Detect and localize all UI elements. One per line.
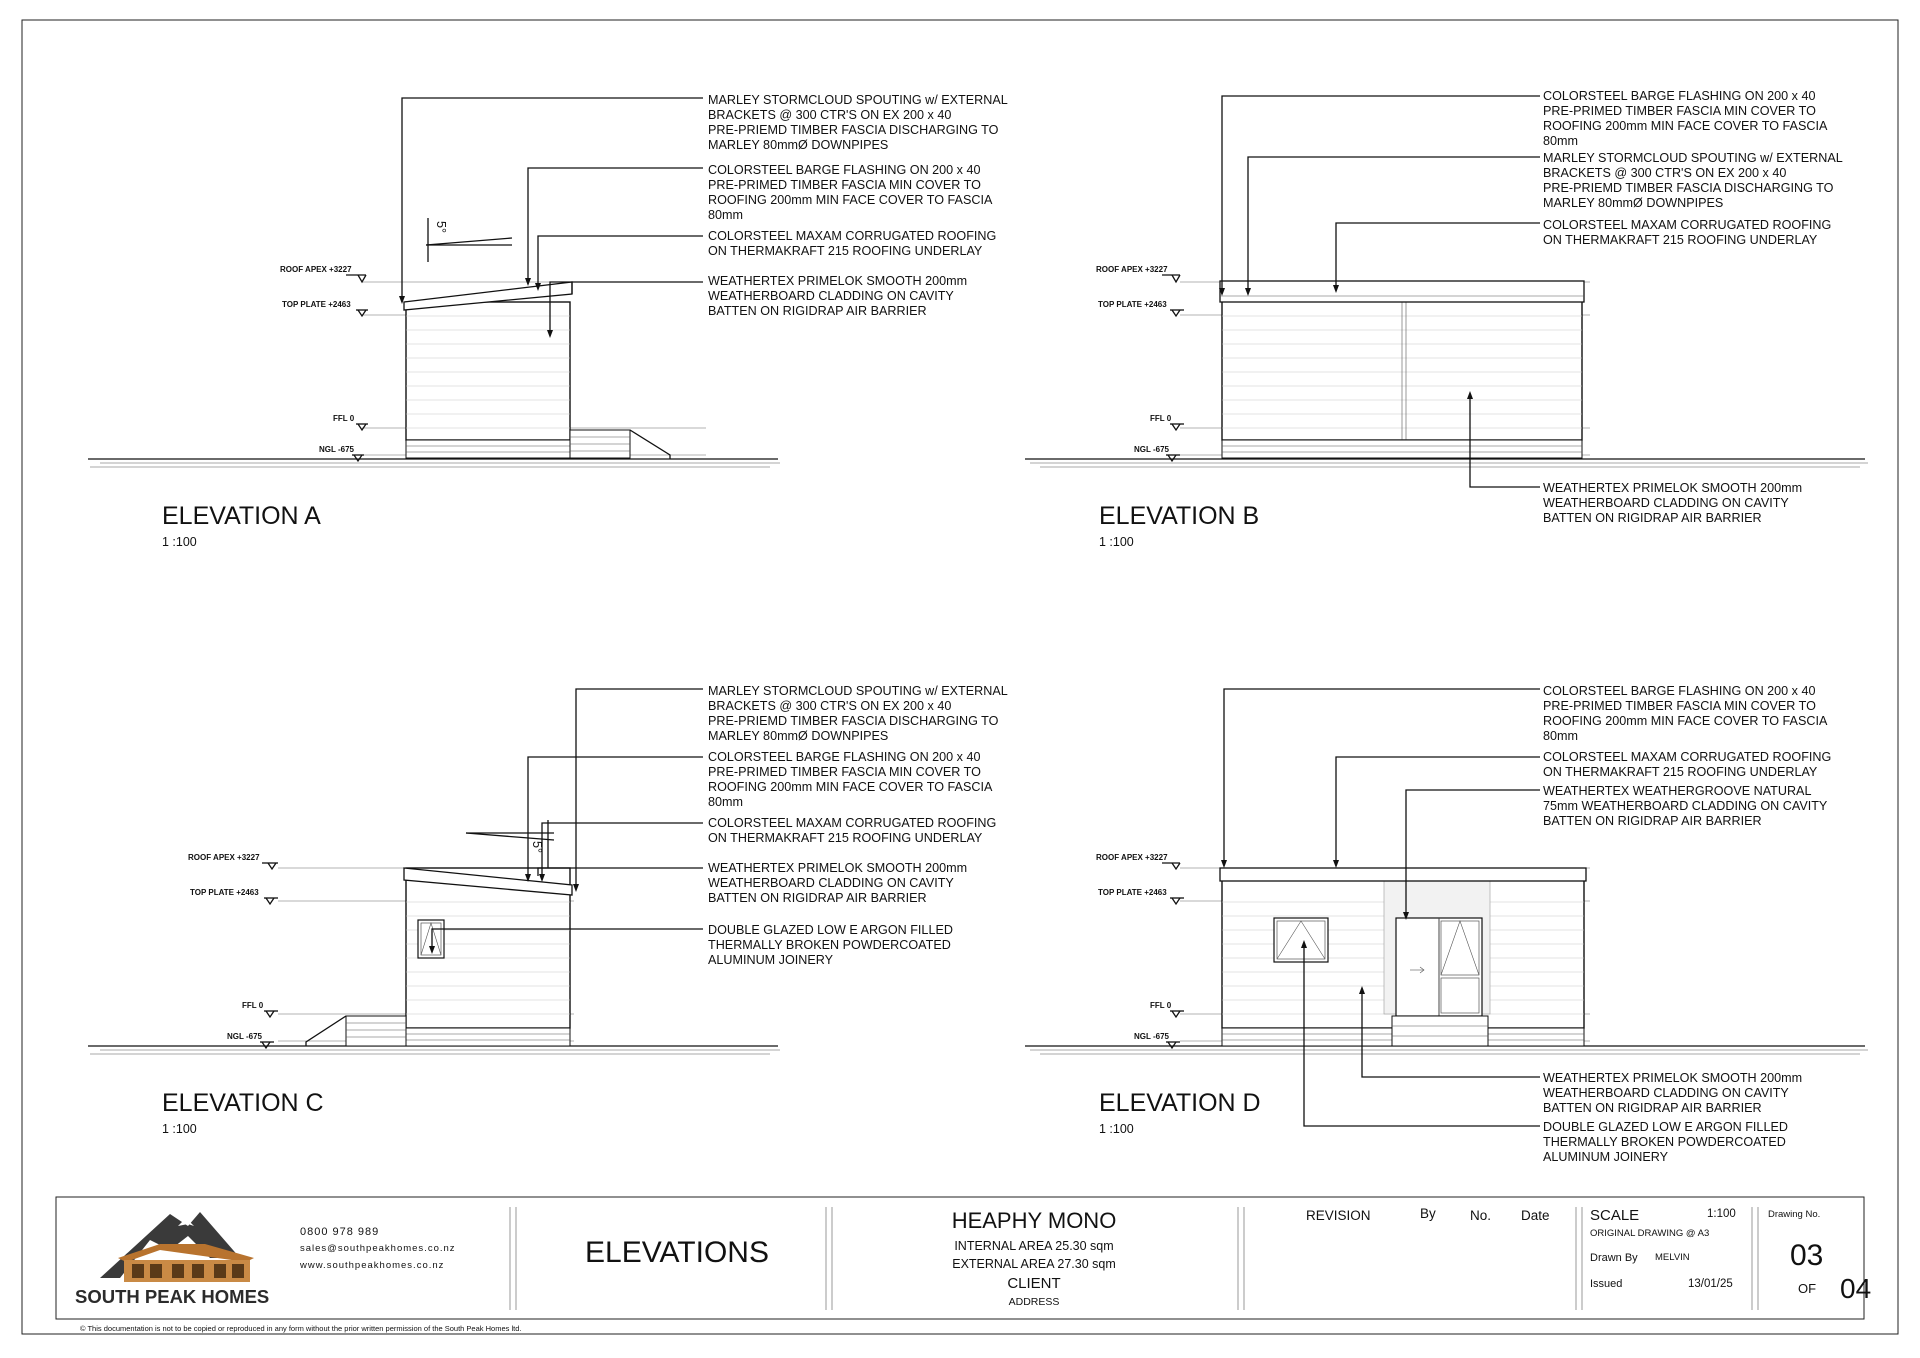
level-marker-top-plate <box>1098 300 1184 316</box>
svg-text:COLORSTEEL MAXAM CORRUGATED RO: COLORSTEEL MAXAM CORRUGATED ROOFING <box>708 229 997 243</box>
svg-text:80mm: 80mm <box>708 208 743 222</box>
svg-text:BATTEN ON RIGIDRAP AIR BARRIER: BATTEN ON RIGIDRAP AIR BARRIER <box>1543 1101 1762 1115</box>
svg-text:ROOF APEX +3227: ROOF APEX +3227 <box>188 853 260 862</box>
ground-line <box>88 459 780 467</box>
svg-text:TOP PLATE +2463: TOP PLATE +2463 <box>190 888 259 897</box>
svg-text:FFL 0: FFL 0 <box>1150 414 1172 423</box>
svg-text:BRACKETS @ 300 CTR'S ON EX 200: BRACKETS @ 300 CTR'S ON EX 200 x 40 <box>708 699 952 713</box>
svg-text:WEATHERBOARD CLADDING ON CAVIT: WEATHERBOARD CLADDING ON CAVITY <box>1543 496 1789 510</box>
svg-text:PRE-PRIMED TIMBER FASCIA MIN C: PRE-PRIMED TIMBER FASCIA MIN COVER TO <box>1543 699 1816 713</box>
window-d <box>1274 918 1328 962</box>
elevation-d-scale: 1 :100 <box>1099 1122 1134 1136</box>
level-marker-ffl <box>1150 1001 1184 1017</box>
entry-steps <box>306 1016 406 1046</box>
roof-pitch-indicator <box>426 218 512 262</box>
drawing-no-label: Drawing No. <box>1768 1209 1821 1220</box>
svg-text:WEATHERBOARD CLADDING ON CAVIT: WEATHERBOARD CLADDING ON CAVITY <box>1543 1086 1789 1100</box>
svg-text:BATTEN ON RIGIDRAP AIR BARRIER: BATTEN ON RIGIDRAP AIR BARRIER <box>1543 511 1762 525</box>
ground-line <box>1025 1046 1868 1054</box>
svg-text:COLORSTEEL MAXAM CORRUGATED RO: COLORSTEEL MAXAM CORRUGATED ROOFING <box>1543 750 1832 764</box>
company-website: www.southpeakhomes.co.nz <box>300 1260 445 1271</box>
svg-text:MARLEY STORMCLOUD SPOUTING w/: MARLEY STORMCLOUD SPOUTING w/ EXTERNAL <box>1543 151 1843 165</box>
svg-text:ROOF APEX +3227: ROOF APEX +3227 <box>280 265 352 274</box>
date-label: Date <box>1521 1208 1550 1223</box>
svg-text:FFL 0: FFL 0 <box>1150 1001 1172 1010</box>
level-marker-roof-apex <box>188 853 278 869</box>
building-a <box>404 282 670 459</box>
svg-text:ROOFING 200mm MIN FACE COVER T: ROOFING 200mm MIN FACE COVER TO FASCIA <box>708 780 993 794</box>
svg-text:WEATHERTEX PRIMELOK SMOOTH 200: WEATHERTEX PRIMELOK SMOOTH 200mm <box>1543 481 1803 495</box>
svg-text:ROOF APEX +3227: ROOF APEX +3227 <box>1096 265 1168 274</box>
drawing-number: 03 <box>1790 1239 1824 1272</box>
svg-text:WEATHERTEX PRIMELOK SMOOTH 200: WEATHERTEX PRIMELOK SMOOTH 200mm <box>708 274 968 288</box>
svg-text:PRE-PRIMED TIMBER FASCIA MIN C: PRE-PRIMED TIMBER FASCIA MIN COVER TO <box>1543 104 1816 118</box>
sheet-title: ELEVATIONS <box>585 1236 769 1269</box>
svg-text:MARLEY STORMCLOUD SPOUTING w/: MARLEY STORMCLOUD SPOUTING w/ EXTERNAL <box>708 684 1008 698</box>
company-email: sales@southpeakhomes.co.nz <box>300 1243 456 1254</box>
roof-pitch-indicator <box>466 820 554 868</box>
svg-text:ALUMINUM JOINERY: ALUMINUM JOINERY <box>1543 1150 1669 1164</box>
svg-text:ROOF APEX +3227: ROOF APEX +3227 <box>1096 853 1168 862</box>
scale-label: SCALE <box>1590 1207 1640 1224</box>
issued-date: 13/01/25 <box>1688 1278 1733 1290</box>
elevation-a-title: ELEVATION A <box>162 502 321 530</box>
entry-steps <box>1392 1016 1488 1046</box>
svg-text:THERMALLY BROKEN POWDERCOATED: THERMALLY BROKEN POWDERCOATED <box>1543 1135 1786 1149</box>
svg-text:75mm WEATHERBOARD CLADDING ON: 75mm WEATHERBOARD CLADDING ON CAVITY <box>1543 799 1828 813</box>
total-sheets: 04 <box>1840 1273 1872 1304</box>
svg-text:NGL -675: NGL -675 <box>319 445 354 454</box>
svg-text:WEATHERBOARD CLADDING ON CAVIT: WEATHERBOARD CLADDING ON CAVITY <box>708 876 954 890</box>
elevation-b-scale: 1 :100 <box>1099 535 1134 549</box>
by-label: By <box>1420 1206 1436 1221</box>
svg-text:NGL -675: NGL -675 <box>227 1032 262 1041</box>
svg-text:80mm: 80mm <box>1543 729 1578 743</box>
svg-text:TOP PLATE +2463: TOP PLATE +2463 <box>1098 888 1167 897</box>
svg-text:ON THERMAKRAFT 215 ROOFING UND: ON THERMAKRAFT 215 ROOFING UNDERLAY <box>1543 233 1818 247</box>
elevation-a <box>88 93 1008 549</box>
svg-text:WEATHERTEX PRIMELOK SMOOTH 200: WEATHERTEX PRIMELOK SMOOTH 200mm <box>1543 1071 1803 1085</box>
elevation-b <box>1025 89 1868 549</box>
svg-text:BRACKETS @ 300 CTR'S ON EX 200: BRACKETS @ 300 CTR'S ON EX 200 x 40 <box>1543 166 1787 180</box>
svg-text:ROOFING 200mm MIN FACE COVER T: ROOFING 200mm MIN FACE COVER TO FASCIA <box>1543 714 1828 728</box>
svg-text:ON THERMAKRAFT 215 ROOFING UND: ON THERMAKRAFT 215 ROOFING UNDERLAY <box>708 244 983 258</box>
svg-text:COLORSTEEL MAXAM CORRUGATED RO: COLORSTEEL MAXAM CORRUGATED ROOFING <box>708 816 997 830</box>
notes-d <box>1543 684 1831 1164</box>
address-label: ADDRESS <box>1008 1296 1060 1308</box>
svg-text:5°: 5° <box>530 841 544 854</box>
svg-text:PRE-PRIMED TIMBER FASCIA MIN C: PRE-PRIMED TIMBER FASCIA MIN COVER TO <box>708 178 981 192</box>
drawn-by-value: MELVIN <box>1655 1252 1690 1263</box>
svg-text:BATTEN ON RIGIDRAP AIR BARRIER: BATTEN ON RIGIDRAP AIR BARRIER <box>1543 814 1762 828</box>
company-phone: 0800 978 989 <box>300 1226 380 1238</box>
svg-text:NGL -675: NGL -675 <box>1134 445 1169 454</box>
svg-text:DOUBLE GLAZED LOW E ARGON FILL: DOUBLE GLAZED LOW E ARGON FILLED <box>1543 1120 1788 1134</box>
copyright-notice: © This documentation is not to be copied or reproduced in any form without the prior written permission of the South Peak Homes ltd. <box>80 1324 522 1333</box>
svg-text:PRE-PRIEMD TIMBER FASCIA DISCH: PRE-PRIEMD TIMBER FASCIA DISCHARGING TO <box>708 714 999 728</box>
elevation-d-title: ELEVATION D <box>1099 1089 1261 1117</box>
svg-text:WEATHERTEX WEATHERGROOVE NATUR: WEATHERTEX WEATHERGROOVE NATURAL <box>1543 784 1812 798</box>
building-d <box>1220 868 1586 1046</box>
svg-text:80mm: 80mm <box>1543 134 1578 148</box>
level-marker-ffl <box>1150 414 1184 430</box>
door-d <box>1396 918 1482 1016</box>
title-block <box>56 1197 1871 1319</box>
level-marker-roof-apex <box>280 265 366 282</box>
ground-line <box>1025 459 1868 467</box>
window-c <box>418 920 444 958</box>
ground-line <box>88 1046 780 1054</box>
svg-text:ROOFING 200mm MIN FACE COVER T: ROOFING 200mm MIN FACE COVER TO FASCIA <box>708 193 993 207</box>
svg-text:WEATHERBOARD CLADDING ON CAVIT: WEATHERBOARD CLADDING ON CAVITY <box>708 289 954 303</box>
south-peak-homes-logo <box>75 1212 269 1307</box>
elevation-b-title: ELEVATION B <box>1099 502 1260 530</box>
client-label: CLIENT <box>1007 1275 1061 1292</box>
internal-area: INTERNAL AREA 25.30 sqm <box>954 1239 1114 1253</box>
level-marker-roof-apex <box>1096 853 1180 869</box>
svg-text:TOP PLATE +2463: TOP PLATE +2463 <box>282 300 351 309</box>
svg-text:MARLEY 80mmØ DOWNPIPES: MARLEY 80mmØ DOWNPIPES <box>708 729 889 743</box>
level-marker-top-plate <box>1098 888 1184 904</box>
revision-label: REVISION <box>1306 1208 1371 1223</box>
svg-text:COLORSTEEL BARGE FLASHING ON 2: COLORSTEEL BARGE FLASHING ON 200 x 40 <box>1543 89 1816 103</box>
scale-value: 1:100 <box>1707 1208 1736 1220</box>
of-label: OF <box>1798 1281 1817 1296</box>
level-marker-top-plate <box>190 888 278 904</box>
svg-text:BATTEN ON RIGIDRAP AIR BARRIER: BATTEN ON RIGIDRAP AIR BARRIER <box>708 891 927 905</box>
svg-text:5°: 5° <box>434 221 448 234</box>
svg-text:BRACKETS @ 300 CTR'S ON EX 200: BRACKETS @ 300 CTR'S ON EX 200 x 40 <box>708 108 952 122</box>
notes-a <box>708 93 1008 318</box>
svg-text:PRE-PRIMED TIMBER FASCIA MIN C: PRE-PRIMED TIMBER FASCIA MIN COVER TO <box>708 765 981 779</box>
external-area: EXTERNAL AREA 27.30 sqm <box>952 1257 1116 1271</box>
elevation-d <box>1025 684 1868 1164</box>
svg-text:ALUMINUM JOINERY: ALUMINUM JOINERY <box>708 953 834 967</box>
svg-text:NGL -675: NGL -675 <box>1134 1032 1169 1041</box>
svg-text:COLORSTEEL BARGE FLASHING ON 2: COLORSTEEL BARGE FLASHING ON 200 x 40 <box>708 163 981 177</box>
svg-text:FFL 0: FFL 0 <box>242 1001 264 1010</box>
building-b <box>1220 281 1584 458</box>
level-marker-top-plate <box>282 300 368 316</box>
elevation-c-scale: 1 :100 <box>162 1122 197 1136</box>
level-marker-ffl <box>333 414 368 430</box>
level-marker-roof-apex <box>1096 265 1180 282</box>
svg-text:FFL 0: FFL 0 <box>333 414 355 423</box>
svg-text:PRE-PRIEMD TIMBER FASCIA DISCH: PRE-PRIEMD TIMBER FASCIA DISCHARGING TO <box>708 123 999 137</box>
building-c <box>306 868 572 1046</box>
svg-text:ON THERMAKRAFT 215 ROOFING UND: ON THERMAKRAFT 215 ROOFING UNDERLAY <box>708 831 983 845</box>
svg-text:ROOFING 200mm MIN FACE COVER T: ROOFING 200mm MIN FACE COVER TO FASCIA <box>1543 119 1828 133</box>
svg-text:80mm: 80mm <box>708 795 743 809</box>
svg-text:WEATHERTEX PRIMELOK SMOOTH 200: WEATHERTEX PRIMELOK SMOOTH 200mm <box>708 861 968 875</box>
original-drawing-size: ORIGINAL DRAWING @ A3 <box>1590 1228 1710 1239</box>
svg-text:COLORSTEEL MAXAM CORRUGATED RO: COLORSTEEL MAXAM CORRUGATED ROOFING <box>1543 218 1832 232</box>
svg-text:MARLEY 80mmØ DOWNPIPES: MARLEY 80mmØ DOWNPIPES <box>1543 196 1724 210</box>
svg-text:BATTEN ON RIGIDRAP AIR BARRIER: BATTEN ON RIGIDRAP AIR BARRIER <box>708 304 927 318</box>
svg-text:MARLEY 80mmØ DOWNPIPES: MARLEY 80mmØ DOWNPIPES <box>708 138 889 152</box>
svg-text:COLORSTEEL BARGE FLASHING ON 2: COLORSTEEL BARGE FLASHING ON 200 x 40 <box>708 750 981 764</box>
svg-text:PRE-PRIEMD TIMBER FASCIA DISCH: PRE-PRIEMD TIMBER FASCIA DISCHARGING TO <box>1543 181 1834 195</box>
svg-text:ON THERMAKRAFT 215 ROOFING UND: ON THERMAKRAFT 215 ROOFING UNDERLAY <box>1543 765 1818 779</box>
svg-text:THERMALLY BROKEN POWDERCOATED: THERMALLY BROKEN POWDERCOATED <box>708 938 951 952</box>
issued-label: Issued <box>1590 1278 1623 1290</box>
svg-text:COLORSTEEL BARGE FLASHING ON 2: COLORSTEEL BARGE FLASHING ON 200 x 40 <box>1543 684 1816 698</box>
elevation-c <box>88 684 1008 1136</box>
project-name: HEAPHY MONO <box>951 1208 1117 1233</box>
svg-text:DOUBLE GLAZED LOW E ARGON FILL: DOUBLE GLAZED LOW E ARGON FILLED <box>708 923 953 937</box>
no-label: No. <box>1470 1208 1492 1223</box>
svg-text:SOUTH PEAK HOMES: SOUTH PEAK HOMES <box>75 1286 270 1307</box>
notes-c <box>708 684 1008 967</box>
svg-text:MARLEY STORMCLOUD SPOUTING w/: MARLEY STORMCLOUD SPOUTING w/ EXTERNAL <box>708 93 1008 107</box>
drawn-by-label: Drawn By <box>1590 1252 1638 1264</box>
svg-text:TOP PLATE +2463: TOP PLATE +2463 <box>1098 300 1167 309</box>
level-marker-ffl <box>242 1001 278 1017</box>
elevation-a-scale: 1 :100 <box>162 535 197 549</box>
elevation-c-title: ELEVATION C <box>162 1089 324 1117</box>
